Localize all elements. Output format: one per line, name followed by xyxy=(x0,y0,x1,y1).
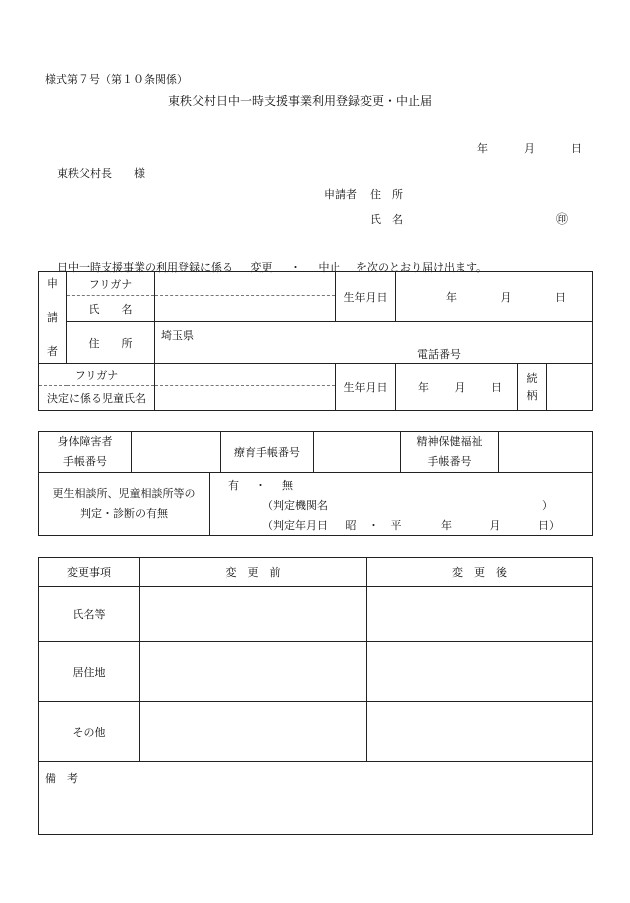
prefecture-text: 埼玉県 xyxy=(161,329,194,342)
agency-close: ） xyxy=(542,499,553,512)
address-field-label: 住 所 xyxy=(67,322,155,364)
col-before: 変 更 前 xyxy=(140,558,367,587)
remarks-field[interactable] xyxy=(39,762,593,835)
child-furigana-field[interactable] xyxy=(155,364,336,386)
relation-field[interactable] xyxy=(547,364,593,411)
residence-after-field[interactable] xyxy=(367,642,593,702)
consultation-field[interactable] xyxy=(210,473,593,536)
child-name-label: 決定に係る児童氏名 xyxy=(39,386,155,411)
agency-label: （判定機関名 xyxy=(262,499,328,512)
child-name-field[interactable] xyxy=(155,386,336,411)
era-heisei[interactable]: 平 xyxy=(390,519,402,532)
option-change[interactable]: 変更 xyxy=(250,261,273,274)
birth-month-label: 月 xyxy=(500,290,512,304)
relation-label: 続 柄 xyxy=(518,364,547,411)
applicant-address-field[interactable] xyxy=(155,322,593,364)
option-stop[interactable]: 中止 xyxy=(318,261,341,274)
seal-mark: ㊞ xyxy=(556,212,569,226)
col-change-item: 変更事項 xyxy=(39,558,140,587)
mental-handbook-label: 精神保健福祉 手帳番号 xyxy=(401,432,499,473)
name-before-field[interactable] xyxy=(140,587,367,642)
birth-day-label: 日 xyxy=(555,290,566,304)
row-residence-label: 居住地 xyxy=(39,642,140,702)
physical-handbook-label: 身体障害者 手帳番号 xyxy=(39,432,132,473)
judgment-date: （判定年月日 昭 ・ 平 年 月 日） xyxy=(262,519,560,532)
child-birth-day-label: 日 xyxy=(491,381,502,394)
child-birthdate-label: 生年月日 xyxy=(336,364,396,411)
child-birth-year-label: 年 xyxy=(418,381,429,394)
birthdate-label: 生年月日 xyxy=(336,272,396,322)
date-year-label: 年 xyxy=(477,142,488,155)
name-after-field[interactable] xyxy=(367,587,593,642)
row-other-label: その他 xyxy=(39,702,140,762)
child-birthdate-field[interactable] xyxy=(396,364,518,411)
ryoiku-handbook-label: 療育手帳番号 xyxy=(221,432,314,473)
birthdate-field[interactable] xyxy=(396,272,593,322)
child-birth-month-label: 月 xyxy=(454,381,466,394)
other-before-field[interactable] xyxy=(140,702,367,762)
address-label: 住 所 xyxy=(370,188,403,201)
physical-handbook-field[interactable] xyxy=(132,432,221,473)
other-after-field[interactable] xyxy=(367,702,593,762)
option-separator: ・ xyxy=(290,261,301,274)
changes-table xyxy=(38,557,593,835)
birth-year-label: 年 xyxy=(446,290,457,304)
addressee: 東秩父村長 様 xyxy=(57,167,145,180)
mental-handbook-field[interactable] xyxy=(499,432,593,473)
applicant-label: 申請者 xyxy=(324,188,357,201)
remarks-label: 備 考 xyxy=(45,772,78,785)
furigana-label: フリガナ xyxy=(67,272,155,296)
applicant-table xyxy=(38,271,593,411)
intro-suffix: を次のとおり届け出ます。 xyxy=(356,261,488,274)
intro-prefix: 日中一時支援事業の利用登録に係る xyxy=(57,261,233,274)
date-month-label: 月 xyxy=(524,142,535,155)
form-number: 様式第７号（第１０条関係） xyxy=(45,73,188,86)
yes-no-selector[interactable]: 有 ・ 無 xyxy=(228,479,293,492)
col-after: 変 更 後 xyxy=(367,558,593,587)
phone-label: 電話番号 xyxy=(417,348,461,361)
applicant-side-label: 申 請 者 xyxy=(39,272,67,364)
name-label: 氏 名 xyxy=(370,213,403,226)
era-showa[interactable]: 昭 xyxy=(345,519,357,532)
row-name-label: 氏名等 xyxy=(39,587,140,642)
consultation-label: 更生相談所、児童相談所等の 判定・診断の有無 xyxy=(39,473,210,536)
residence-before-field[interactable] xyxy=(140,642,367,702)
furigana-field[interactable] xyxy=(155,272,336,296)
ryoiku-handbook-field[interactable] xyxy=(314,432,401,473)
applicant-name-field[interactable] xyxy=(155,296,336,322)
child-furigana-label: フリガナ xyxy=(39,364,155,386)
date-day-label: 日 xyxy=(571,142,582,155)
form-title: 東秩父村日中一時支援事業利用登録変更・中止届 xyxy=(168,94,433,108)
handbook-table xyxy=(38,431,593,536)
name-field-label: 氏 名 xyxy=(67,296,155,322)
